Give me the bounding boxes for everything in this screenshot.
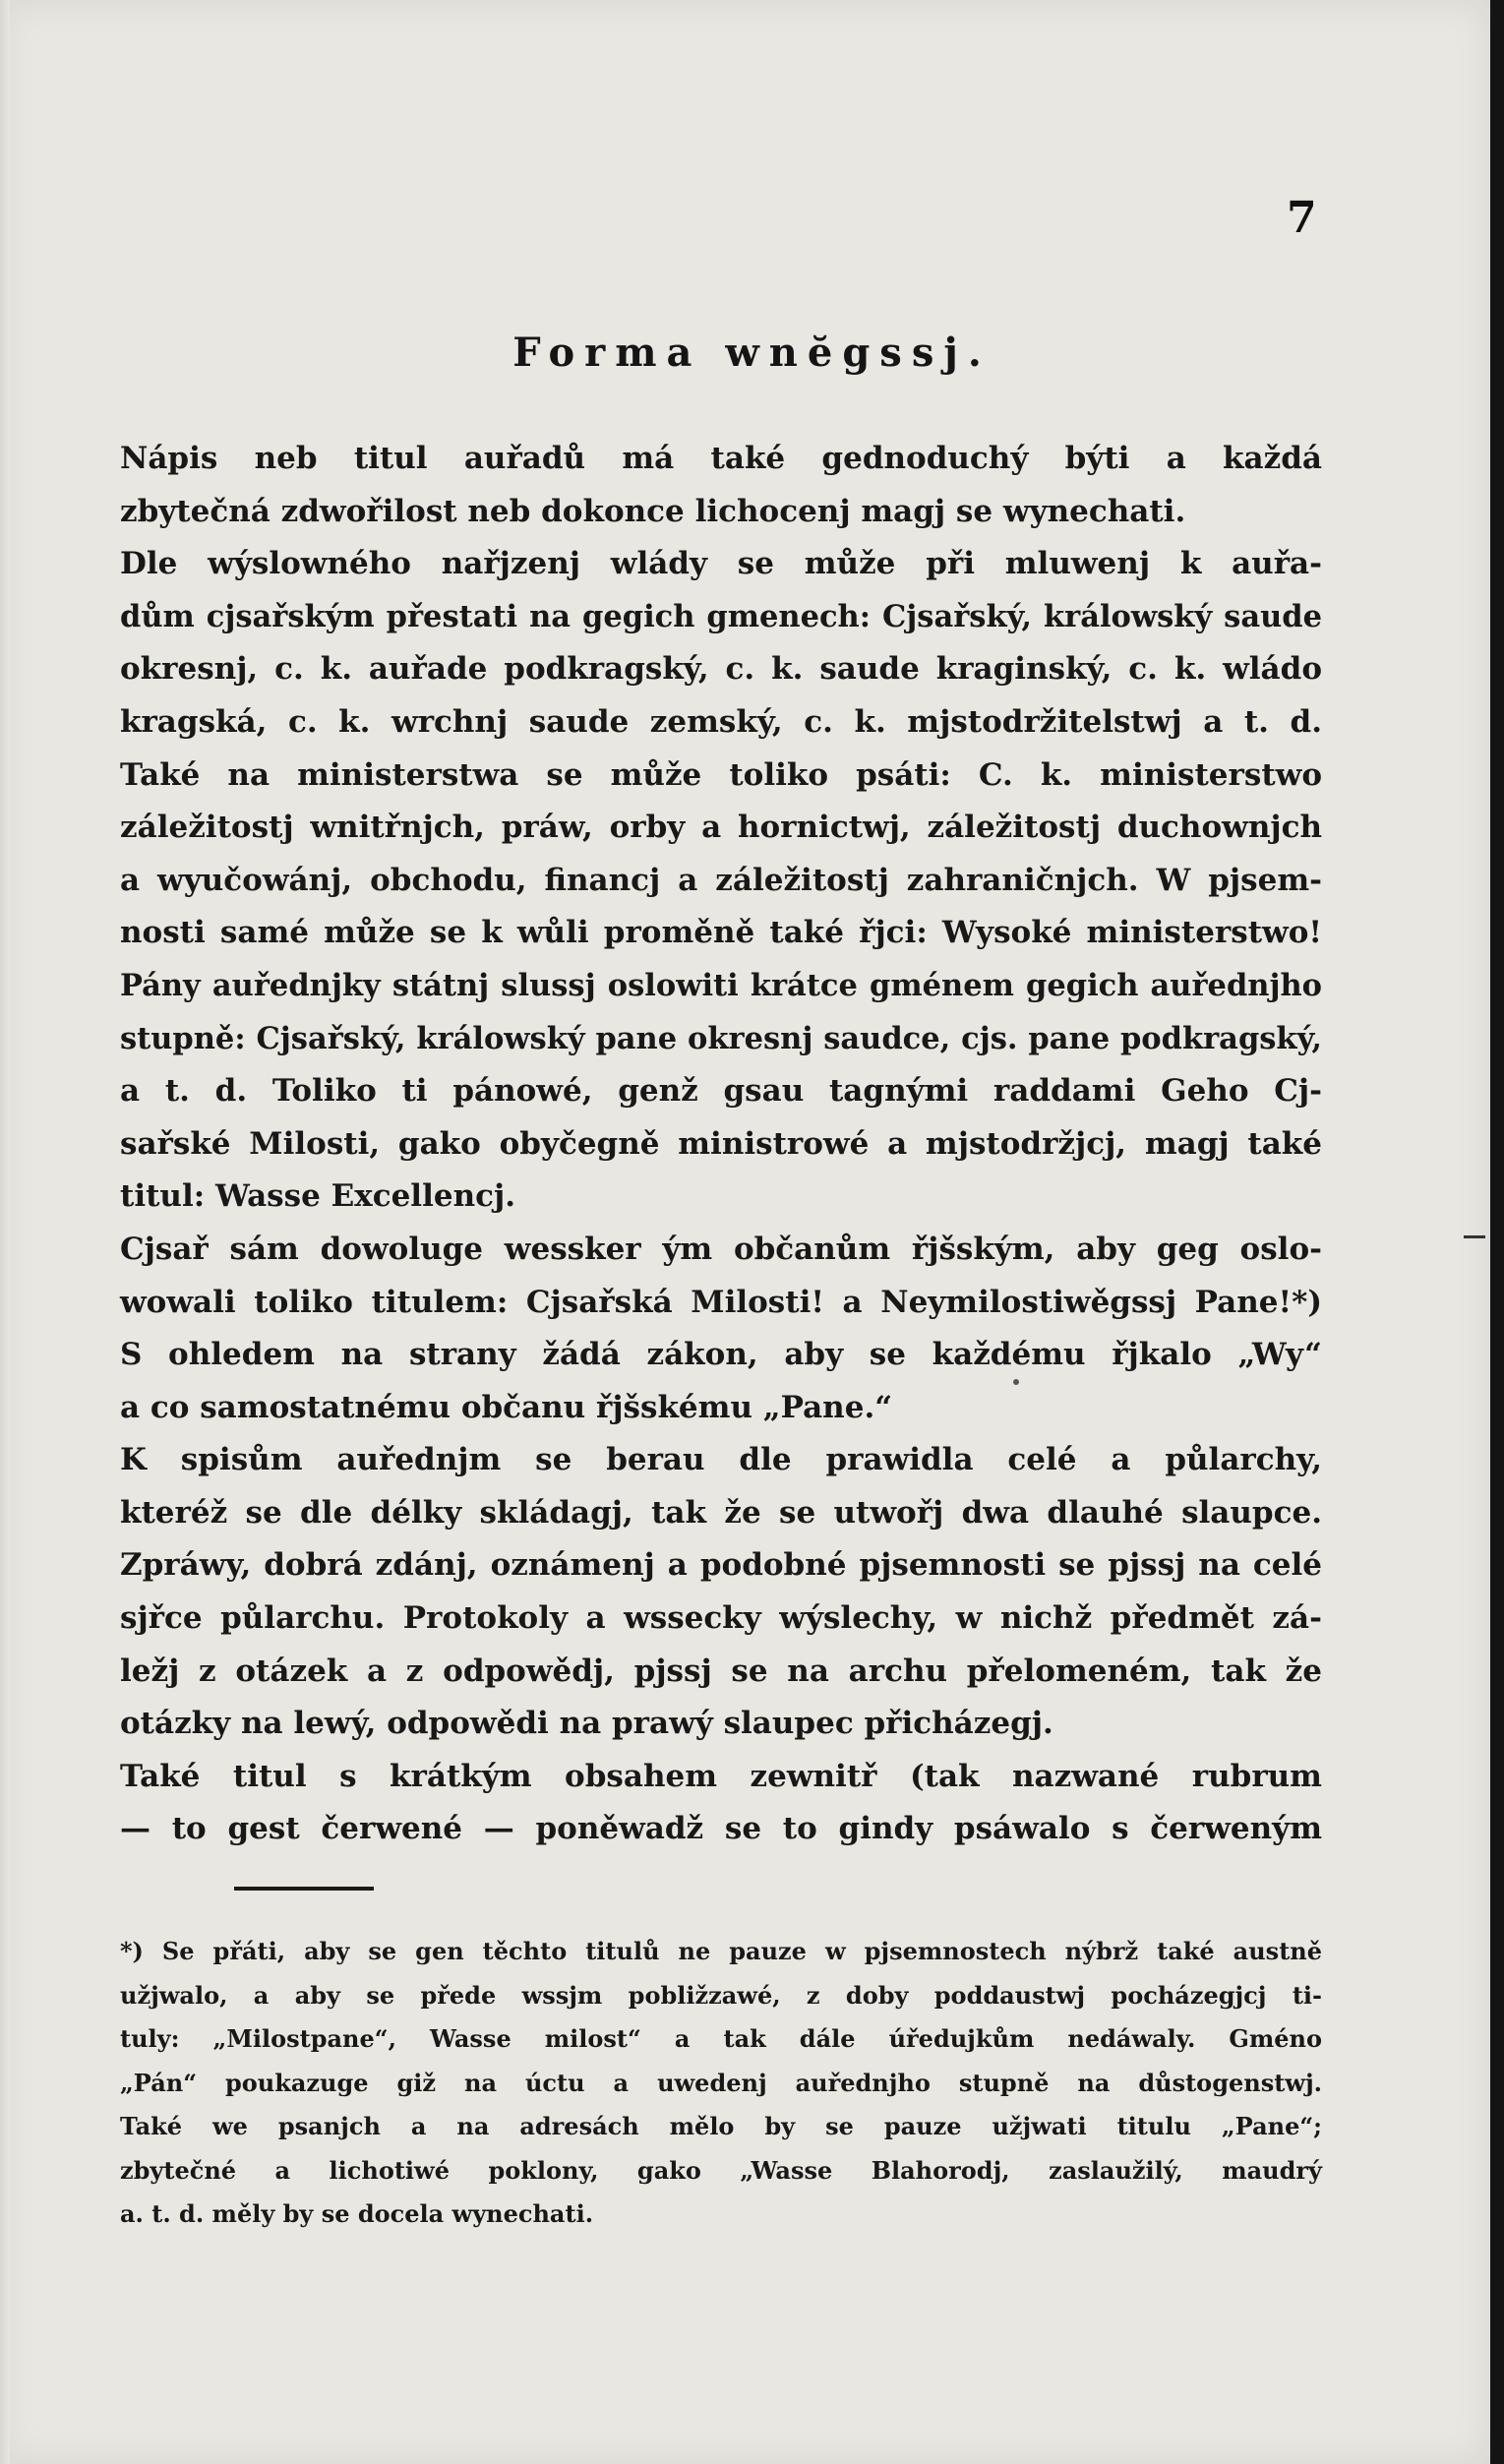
body-line: kteréž se dle délky skládagj, tak že se utwořj dwa dlauhé slaupce. — [120, 1494, 1322, 1531]
footnote — [120, 1930, 1322, 2237]
footnote-line: užjwalo, a aby se přede wssjm pobližzawé, z doby poddaustwj pocházegjcj ti- — [120, 1980, 1322, 2010]
body-line: Pány auřednjky státnj slussj oslowiti krátce gménem gegich auřednjho — [120, 967, 1322, 1003]
body-line: sjřce půlarchu. Protokoly a wssecky wýslechy, w nichž předmět zá- — [120, 1600, 1322, 1637]
body-line: Nápis neb titul auřadů má také gednoduchý býti a každá — [120, 441, 1322, 476]
footnote-divider — [234, 1887, 374, 1891]
footnote-line: *) Se přáti, aby se gen těchto titulů ne pauze w pjsemnostech nýbrž také austně — [120, 1937, 1322, 1965]
body-line: titul: Wasse Excellencj. — [120, 1178, 516, 1215]
body-line: Dle wýslowného nařjzenj wlády se může při mluwenj k auřa- — [120, 546, 1322, 582]
body-line: záležitostj wnitřnjch, práw, orby a hornictwj, záležitostj duchownjch — [120, 810, 1322, 846]
margin-dash-mark — [1464, 1235, 1485, 1238]
body-line: Zpráwy, dobrá zdánj, oznámenj a podobné pjsemnosti se pjssj na celé — [120, 1547, 1322, 1584]
body-line: kragská, c. k. wrchnj saude zemský, c. k. mjstodržitelstwj a t. d. — [120, 703, 1322, 740]
footnote-line: Také we psanjch a na adresách mělo by se pauze užjwati titulu „Pane“; — [120, 2112, 1322, 2140]
section-heading: Forma wnĕgssj. — [512, 330, 992, 376]
body-line: a t. d. Toliko ti pánowé, genž gsau tagnými raddami Geho Cj- — [120, 1073, 1322, 1110]
footnote-line: tuly: „Milostpane“, Wasse milost“ a tak dále úředujkům nedáwaly. Gméno — [120, 2024, 1322, 2053]
body-line: sařské Milosti, gako obyčegně ministrowé a mjstodržjcj, magj také — [120, 1125, 1322, 1162]
body-line: wowali toliko titulem: Cjsařská Milosti! a Neymilostiwěgssj Pane!*) — [120, 1284, 1322, 1320]
body-line: Také titul s krátkým obsahem zewnitř (tak nazwané rubrum — [120, 1758, 1322, 1794]
body-line: S ohledem na strany žádá zákon, aby se každému řjkalo „Wy“ — [120, 1337, 1322, 1373]
body-line: stupně: Cjsařský, králowský pane okresnj saudce, cjs. pane podkragský, — [120, 1020, 1322, 1056]
body-line: okresnj, c. k. auřade podkragský, c. k. saude kraginský, c. k. wládo — [120, 651, 1322, 688]
body-line: a wyučowánj, obchodu, financj a záležitostj zahraničnjch. W pjsem- — [120, 862, 1322, 898]
body-text — [120, 433, 1322, 1856]
body-line: K spisům auřednjm se berau dle prawidla celé a půlarchy, — [120, 1442, 1322, 1478]
scan-dark-border — [1490, 0, 1504, 2464]
body-line: otázky na lewý, odpowědi na prawý slaupec přicházegj. — [120, 1706, 1053, 1742]
body-line: ležj z otázek a z odpowědj, pjssj se na archu přelomeném, tak že — [120, 1653, 1322, 1689]
body-line: zbytečná zdwořilost neb dokonce lichocenj magj se wynechati. — [120, 493, 1186, 529]
ink-dot-mark — [1013, 1379, 1019, 1385]
footnote-line: zbytečné a lichotiwé poklony, gako „Wasse Blahorodj, zaslaužilý, maudrý — [120, 2155, 1322, 2185]
body-line: Také na ministerstwa se může toliko psáti: C. k. ministerstwo — [120, 756, 1322, 793]
body-line: dům cjsařským přestati na gegich gmenech: Cjsařský, králowský saude — [120, 598, 1322, 634]
footnote-line: a. t. d. měly by se docela wynechati. — [120, 2199, 594, 2228]
footnote-line: „Pán“ poukazuge giž na úctu a uwedenj auřednjho stupně na důstogenstwj. — [120, 2068, 1322, 2097]
body-line: Cjsař sám dowoluge wessker ým občanům řjšským, aby geg oslo- — [120, 1231, 1322, 1267]
page-number: 7 — [1287, 193, 1317, 243]
body-line: a co samostatnému občanu řjšskému „Pane.“ — [120, 1389, 893, 1425]
body-line: — to gest čerwené — poněwadž se to gindy psáwalo s čerweným — [120, 1811, 1322, 1847]
body-line: nosti samé může se k wůli proměně také řjci: Wysoké ministerstwo! — [120, 915, 1322, 951]
